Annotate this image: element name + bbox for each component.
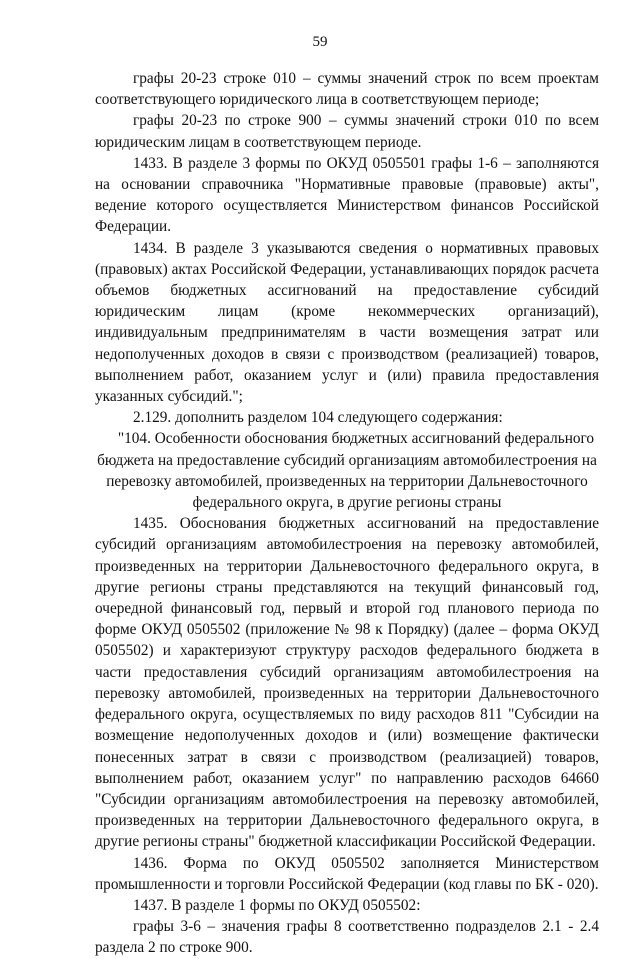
paragraph-2-129: 2.129. дополнить разделом 104 следующего содержания: — [133, 409, 503, 427]
paragraph-1434: 1434. В разделе 3 указываются сведения о нормативных правовых (правовых) актах Российской Федерации, устанавливающих порядок расчета объемов бюджетных ассигнований на предоставление субсидий юридическим лицам (кроме некоммерческих организаций), индивидуальным предпринимателям в части возмещения затрат или недополученных доходов в связи с производством (реализацией) товаров, выполнением работ, оказанием услуг и (или) правила предоставления указанных субсидий."; — [95, 239, 599, 406]
paragraph-1437: 1437. В разделе 1 формы по ОКУД 0505502: — [133, 896, 421, 914]
section-heading-line-4: федерального округа, в другие регионы страны — [192, 494, 502, 512]
paragraph-graphs-3-6: графы 3-6 – значения графы 8 соответственно подразделов 2.1 - 2.4 раздела 2 по строке 900. — [95, 918, 599, 957]
paragraph-graphs-20-23-row-010: графы 20-23 строке 010 – суммы значений строк по всем проектам соответствующего юридического лица в соответствующем периоде; — [95, 70, 599, 109]
document-body — [95, 68, 599, 959]
paragraph-1435: 1435. Обоснования бюджетных ассигнований на предоставление субсидий организациям автомобилестроения на перевозку автомобилей, произведенных на территории Дальневосточного федерального округа, в другие регионы страны представляются на текущий финансовый год, очередной финансовый год, первый и второй год планового периода по форме ОКУД 0505502 (приложение № 98 к Порядку) (далее – форма ОКУД 0505502) и характеризуют структуру расходов федерального бюджета в части предоставления субсидий организациям автомобилестроения на перевозку автомобилей, произведенных на территории Дальневосточного федерального округа, осуществляемых по виду расходов 811 "Субсидии на возмещение недополученных доходов и (или) возмещение фактически понесенных затрат в связи с производством (реализацией) товаров, выполнением работ, оказанием услуг" по направлению расходов 64660 "Субсидии организациям автомобилестроения на перевозку автомобилей, произведенных на территории Дальневосточного федерального округа, в другие регионы страны" бюджетной классификации Российской Федерации. — [95, 515, 599, 851]
section-heading-line-2: бюджета на предоставление субсидий организациям автомобилестроения на — [97, 451, 597, 469]
paragraph-1433: 1433. В разделе 3 формы по ОКУД 0505501 графы 1-6 – заполняются на основании справочника "Нормативные правовые (правовые) акты", ведение которого осуществляется Министерством финансов Российской Федерации. — [95, 154, 599, 236]
paragraph-graphs-20-23-row-900: графы 20-23 по строке 900 – суммы значений строки 010 по всем юридическим лицам в соответствующем периоде. — [95, 112, 599, 151]
paragraph-1436: 1436. Форма по ОКУД 0505502 заполняется Министерством промышленности и торговли Российской Федерации (код главы по БК - 020). — [95, 854, 599, 893]
section-heading-line-1: "104. Особенности обоснования бюджетных ассигнований федерального — [117, 430, 595, 448]
section-heading-line-3: перевозку автомобилей, произведенных на территории Дальневосточного — [106, 472, 588, 490]
page-number: 59 — [312, 34, 328, 50]
